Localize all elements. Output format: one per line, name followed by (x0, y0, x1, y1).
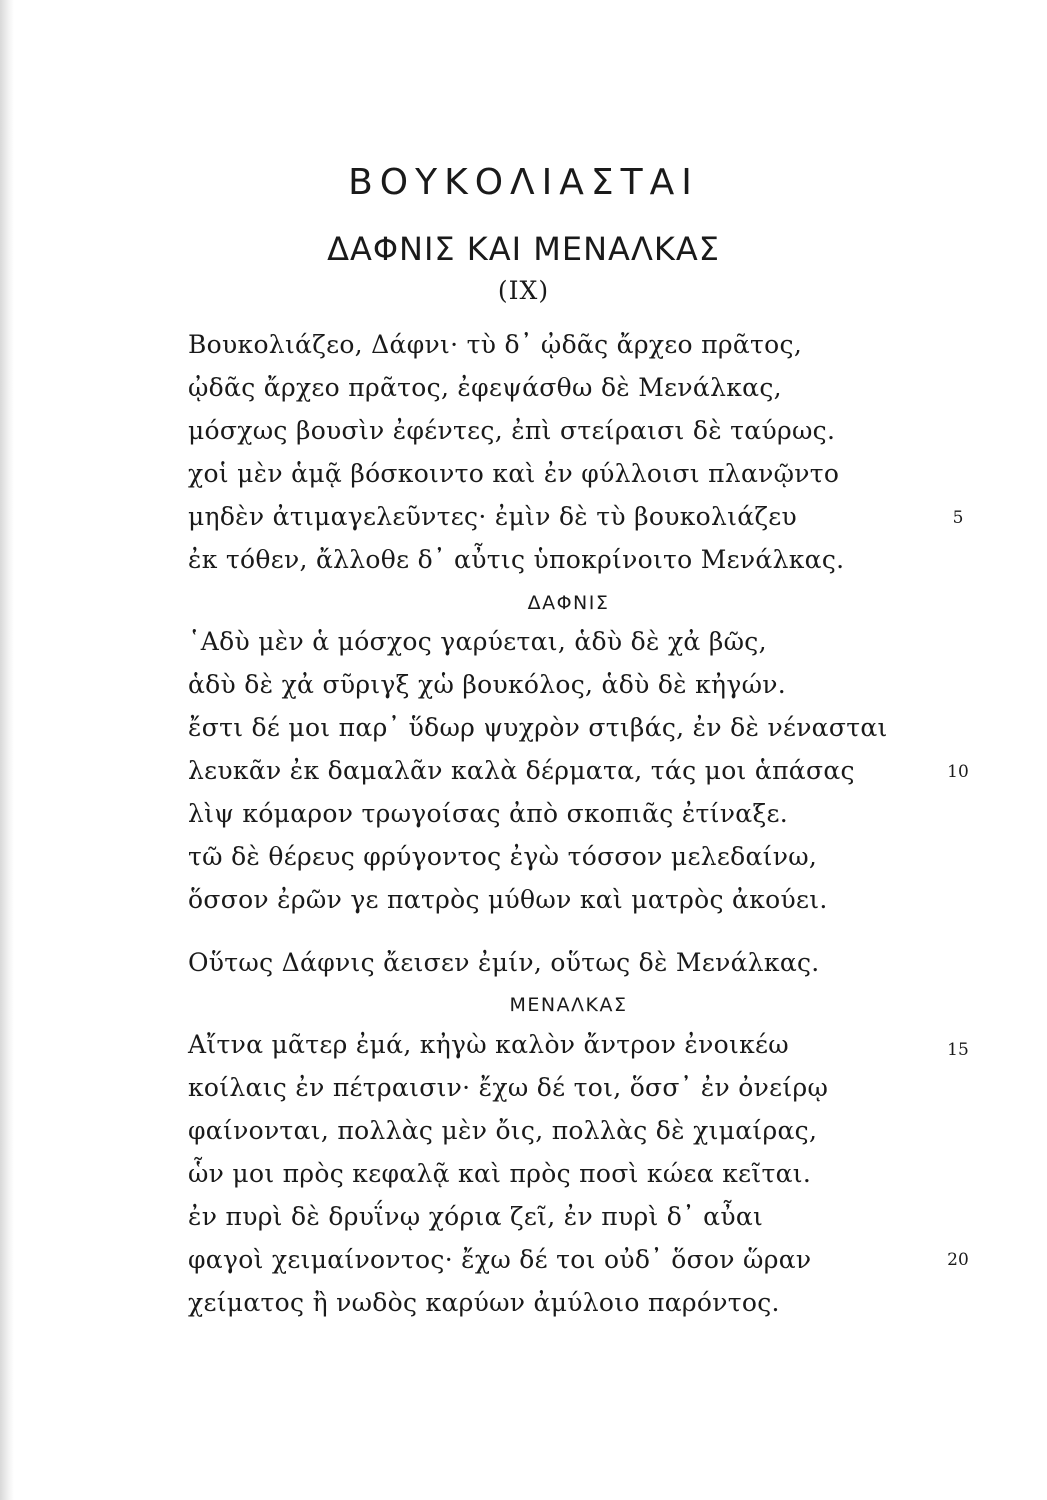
line-number: 20 (947, 1250, 969, 1270)
narrative-line: Οὕτως Δάφνις ἄεισεν ἐμίν, οὕτως δὲ Μενάλκας. (188, 948, 820, 977)
verse-line: κοίλαις ἐν πέτραισιν· ἔχω δέ τοι, ὅσσ᾽ ἐν ὀνείρῳ (188, 1073, 829, 1102)
verse-line: τῶ δὲ θέρευς φρύγοντος ἐγὼ τόσσον μελεδαίνω, (188, 842, 818, 871)
verse-line: ἐκ τόθεν, ἄλλοθε δ᾽ αὖτις ὑποκρίνοιτο Μενάλκας. (188, 545, 845, 574)
verse-line: μόσχως βουσὶν ἐφέντες, ἐπὶ στείραισι δὲ ταύρως. (188, 416, 836, 445)
verse-line: χοἱ μὲν ἁμᾷ βόσκοιντο καὶ ἐν φύλλοισι πλανῷντο (188, 459, 840, 488)
page-subtitle: ΔΑΦΝΙΣ ΚΑΙ ΜΕΝΑΛΚΑΣ (327, 230, 720, 268)
verse-line: ὅσσον ἐρῶν γε πατρὸς μύθων καὶ ματρὸς ἀκούει. (188, 885, 828, 914)
verse-line: χείματος ἢ νωδὸς καρύων ἀμύλοιο παρόντος. (188, 1288, 780, 1317)
verse-line: ὧν μοι πρὸς κεφαλᾷ καὶ πρὸς ποσὶ κώεα κεῖται. (188, 1159, 812, 1188)
verse-line: ᾠδᾶς ἄρχεο πρᾶτος, ἐφεψάσθω δὲ Μενάλκας, (188, 373, 782, 402)
verse-line: Βουκολιάζεο, Δάφνι· τὺ δ᾽ ᾠδᾶς ἄρχεο πρᾶτος, (188, 330, 803, 359)
speaker-heading-daphnis: ΔΑΦΝΙΣ (527, 592, 610, 614)
verse-line: λευκᾶν ἐκ δαμαλᾶν καλὰ δέρματα, τάς μοι ἁπάσας (188, 756, 855, 785)
verse-line: φαίνονται, πολλὰς μὲν ὄις, πολλὰς δὲ χιμαίρας, (188, 1116, 818, 1145)
verse-line: Αἴτνα μᾶτερ ἐμά, κἠγὼ καλὸν ἄντρον ἐνοικέω (188, 1030, 789, 1059)
verse-line: ἔστι δέ μοι παρ᾽ ὕδωρ ψυχρὸν στιβάς, ἐν δὲ νένασται (188, 713, 888, 742)
line-number: 10 (947, 762, 969, 782)
verse-line: μηδὲν ἀτιμαγελεῦντες· ἐμὶν δὲ τὺ βουκολιάζευ (188, 502, 798, 531)
line-number: 5 (952, 508, 964, 528)
idyll-number: (IX) (497, 276, 550, 305)
verse-line: ἐν πυρὶ δὲ δρυΐνῳ χόρια ζεῖ, ἐν πυρὶ δ᾽ αὖαι (188, 1202, 764, 1231)
page-edge-shadow (0, 0, 14, 1500)
verse-line: λὶψ κόμαρον τρωγοίσας ἀπὸ σκοπιᾶς ἐτίναξε. (188, 799, 789, 828)
verse-line: ἁδὺ δὲ χἀ σῦριγξ χὡ βουκόλος, ἁδὺ δὲ κἠγών. (188, 670, 787, 699)
verse-line: ῾Αδὺ μὲν ἁ μόσχος γαρύεται, ἁδὺ δὲ χἀ βῶς, (188, 627, 767, 656)
speaker-heading-menalkas: ΜΕΝΑΛΚΑΣ (509, 994, 628, 1016)
page-title: ΒΟΥΚΟΛΙΑΣΤΑΙ (348, 162, 699, 203)
line-number: 15 (947, 1040, 969, 1060)
verse-line: φαγοὶ χειμαίνοντος· ἔχω δέ τοι οὐδ᾽ ὅσον ὥραν (188, 1245, 812, 1274)
